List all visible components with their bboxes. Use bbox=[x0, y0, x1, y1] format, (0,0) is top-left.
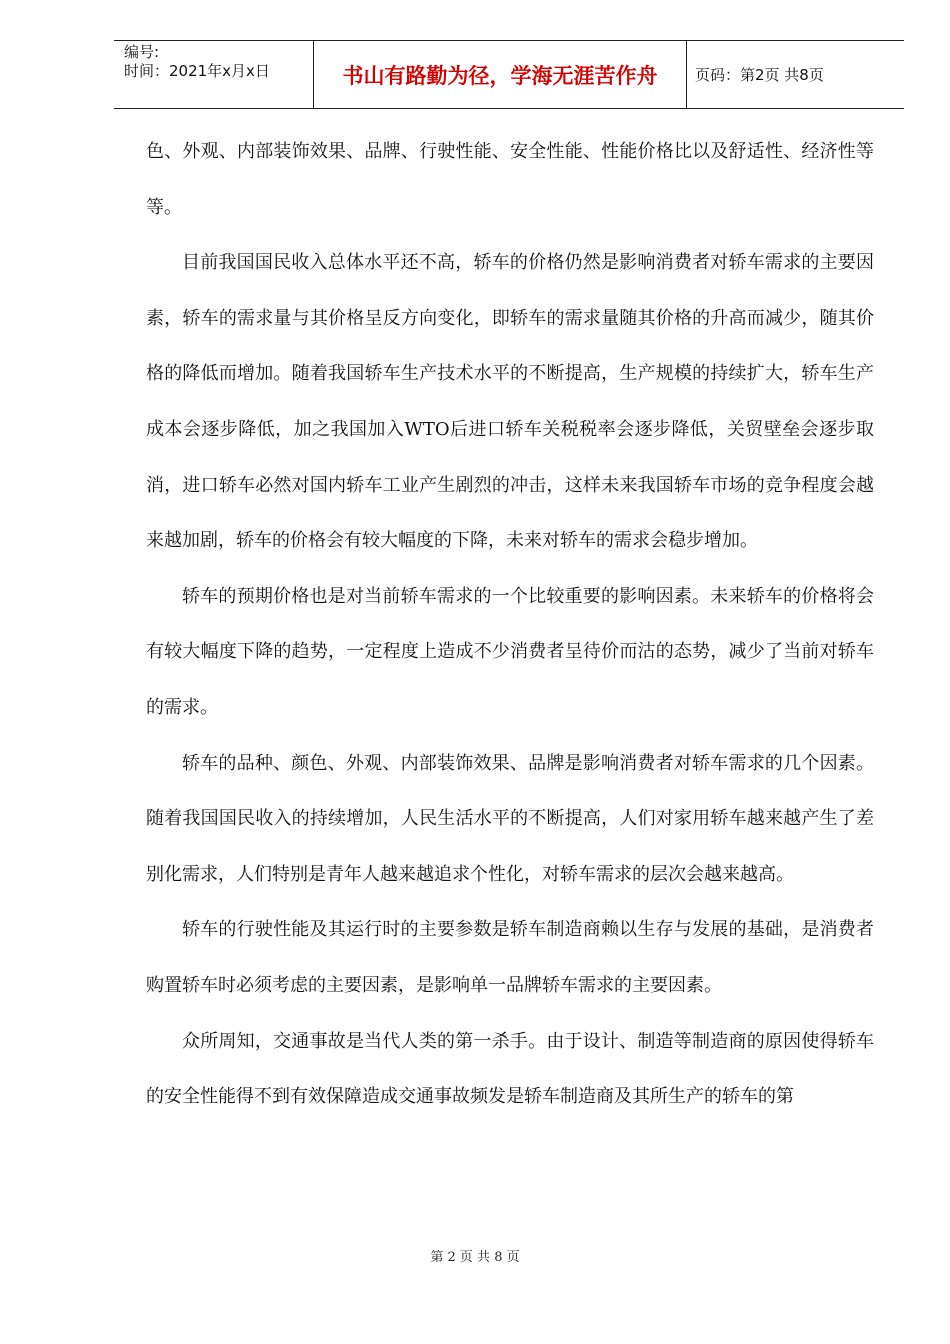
header-meta bbox=[114, 41, 314, 108]
page-header bbox=[114, 40, 904, 109]
header-page-number: 页码：第2页 共8页 bbox=[695, 66, 824, 84]
paragraph: 轿车的行驶性能及其运行时的主要参数是轿车制造商赖以生存与发展的基础，是消费者购置轿车时必须考虑的主要因素，是影响单一品牌轿车需求的主要因素。 bbox=[146, 919, 874, 996]
document-time-label: 时间：2021年x月x日 bbox=[124, 62, 270, 80]
document-body bbox=[146, 124, 874, 1125]
page-footer: 第 2 页 共 8 页 bbox=[430, 1250, 520, 1265]
document-number-label: 编号: bbox=[124, 43, 160, 61]
paragraph: 目前我国国民收入总体水平还不高，轿车的价格仍然是影响消费者对轿车需求的主要因素，轿车的需求量与其价格呈反方向变化，即轿车的需求量随其价格的升高而减少，随其价格的降低而增加。随着我国轿车生产技术水平的不断提高，生产规模的持续扩大，轿车生产成本会逐步降低，加之我国加入WTO后进口轿车关税税率会逐步降低，关贸壁垒会逐步取消，进口轿车必然对国内轿车工业产生剧烈的冲击，这样未来我国轿车市场的竞争程度会越来越加剧，轿车的价格会有较大幅度的下降，未来对轿车的需求会稳步增加。 bbox=[146, 252, 874, 552]
paragraph: 众所周知，交通事故是当代人类的第一杀手。由于设计、制造等制造商的原因使得轿车的安全性能得不到有效保障造成交通事故频发是轿车制造商及其所生产的轿车的第 bbox=[146, 1030, 874, 1108]
paragraph: 轿车的预期价格也是对当前轿车需求的一个比较重要的影响因素。未来轿车的价格将会有较大幅度下降的趋势，一定程度上造成不少消费者呈待价而沽的态势，减少了当前对轿车的需求。 bbox=[146, 585, 874, 718]
paragraph: 轿车的品种、颜色、外观、内部装饰效果、品牌是影响消费者对轿车需求的几个因素。随着我国国民收入的持续增加，人民生活水平的不断提高，人们对家用轿车越来越产生了差别化需求，人们特别是青年人越来越追求个性化，对轿车需求的层次会越来越高。 bbox=[146, 752, 874, 885]
paragraph-continuation: 色、外观、内部装饰效果、品牌、行驶性能、安全性能、性能价格比以及舒适性、经济性等等。 bbox=[146, 141, 874, 218]
header-slogan: 书山有路勤为径，学海无涯苦作舟 bbox=[314, 41, 687, 108]
